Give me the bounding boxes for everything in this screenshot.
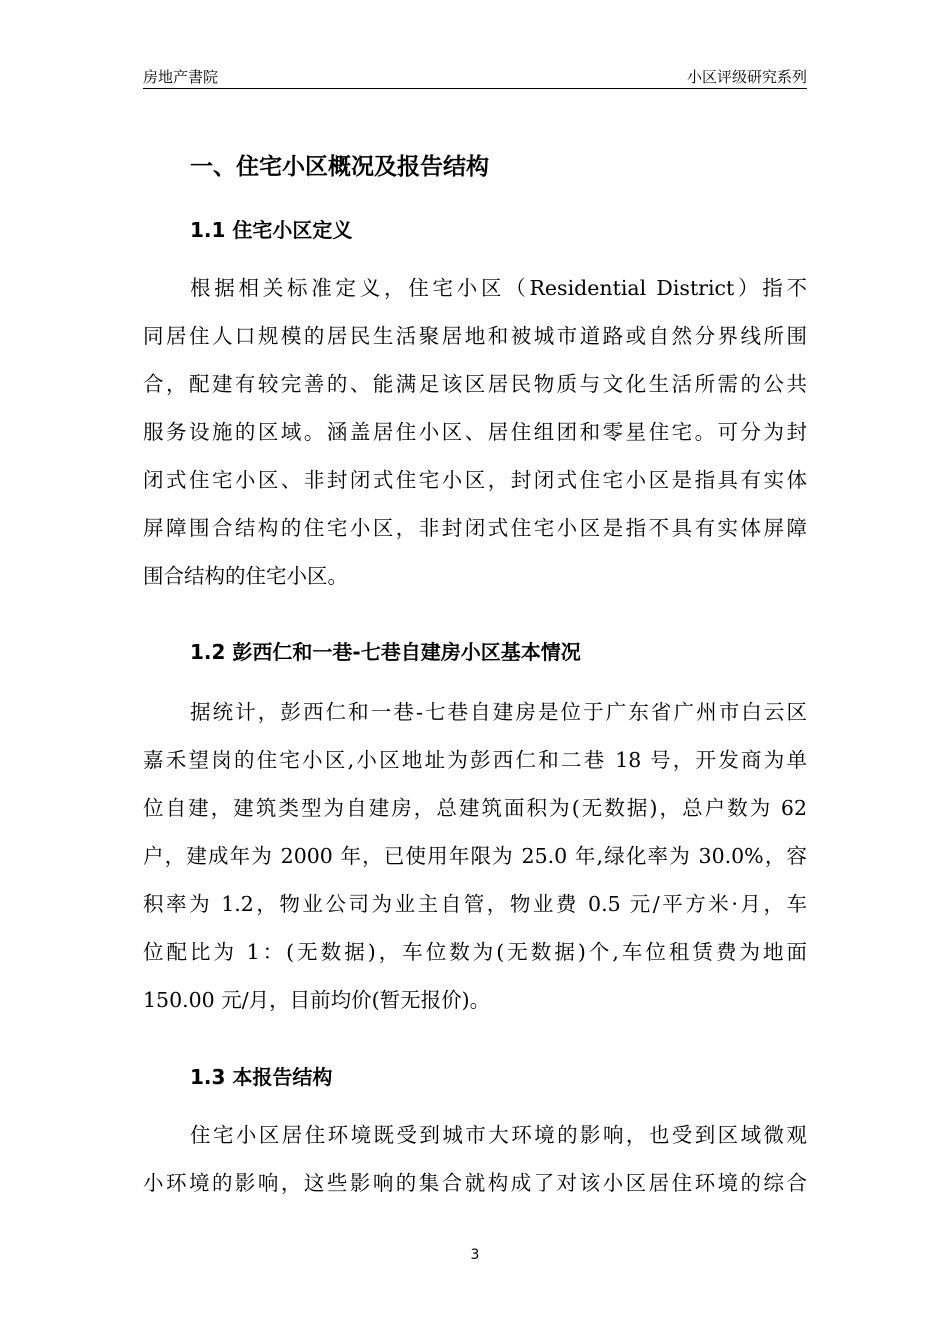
paragraph-line: 住宅小区居住环境既受到城市大环境的影响，也受到区域微观 [190, 1123, 807, 1147]
page-header [143, 64, 807, 89]
section-heading-1-3: 1.3 本报告结构 [190, 1065, 333, 1089]
page-number: 3 [470, 1247, 480, 1263]
paragraph-line: 合，配建有较完善的、能满足该区居民物质与文化生活所需的公共 [143, 372, 807, 396]
paragraph-1-3 [143, 1115, 807, 1211]
paragraph-line: 闭式住宅小区、非封闭式住宅小区，封闭式住宅小区是指具有实体 [143, 468, 807, 492]
paragraph-line: 根据相关标准定义，住宅小区（Residential District）指不 [190, 276, 807, 300]
section-heading-1-1: 1.1 住宅小区定义 [190, 218, 353, 242]
paragraph-line: 150.00 元/月，目前均价(暂无报价)。 [143, 988, 491, 1012]
paragraph-1-2 [143, 692, 807, 1028]
paragraph-line: 据统计，彭西仁和一巷-七巷自建房是位于广东省广州市白云区 [190, 700, 807, 724]
paragraph-line: 围合结构的住宅小区。 [143, 564, 348, 588]
paragraph-line: 同居住人口规模的居民生活聚居地和被城市道路或自然分界线所围 [143, 324, 807, 348]
paragraph-line: 位配比为 1：(无数据)，车位数为(无数据)个,车位租赁费为地面 [143, 940, 807, 964]
chapter-title: 一、住宅小区概况及报告结构 [190, 154, 489, 180]
paragraph-line: 服务设施的区域。涵盖居住小区、居住组团和零星住宅。可分为封 [143, 420, 807, 444]
paragraph-line: 小环境的影响，这些影响的集合就构成了对该小区居住环境的综合 [143, 1171, 807, 1195]
section-heading-1-2: 1.2 彭西仁和一巷-七巷自建房小区基本情况 [190, 640, 581, 664]
paragraph-line: 积率为 1.2，物业公司为业主自管，物业费 0.5 元/平方米·月，车 [143, 892, 807, 916]
paragraph-1-1 [143, 268, 807, 604]
paragraph-line: 户，建成年为 2000 年，已使用年限为 25.0 年,绿化率为 30.0%，容 [143, 844, 807, 868]
header-right-text: 小区评级研究系列 [686, 68, 807, 86]
paragraph-line: 位自建，建筑类型为自建房，总建筑面积为(无数据)，总户数为 62 [143, 796, 807, 820]
paragraph-line: 嘉禾望岗的住宅小区,小区地址为彭西仁和二巷 18 号，开发商为单 [143, 748, 807, 772]
paragraph-line: 屏障围合结构的住宅小区，非封闭式住宅小区是指不具有实体屏障 [143, 516, 807, 540]
header-left-text: 房地产書院 [143, 68, 219, 86]
